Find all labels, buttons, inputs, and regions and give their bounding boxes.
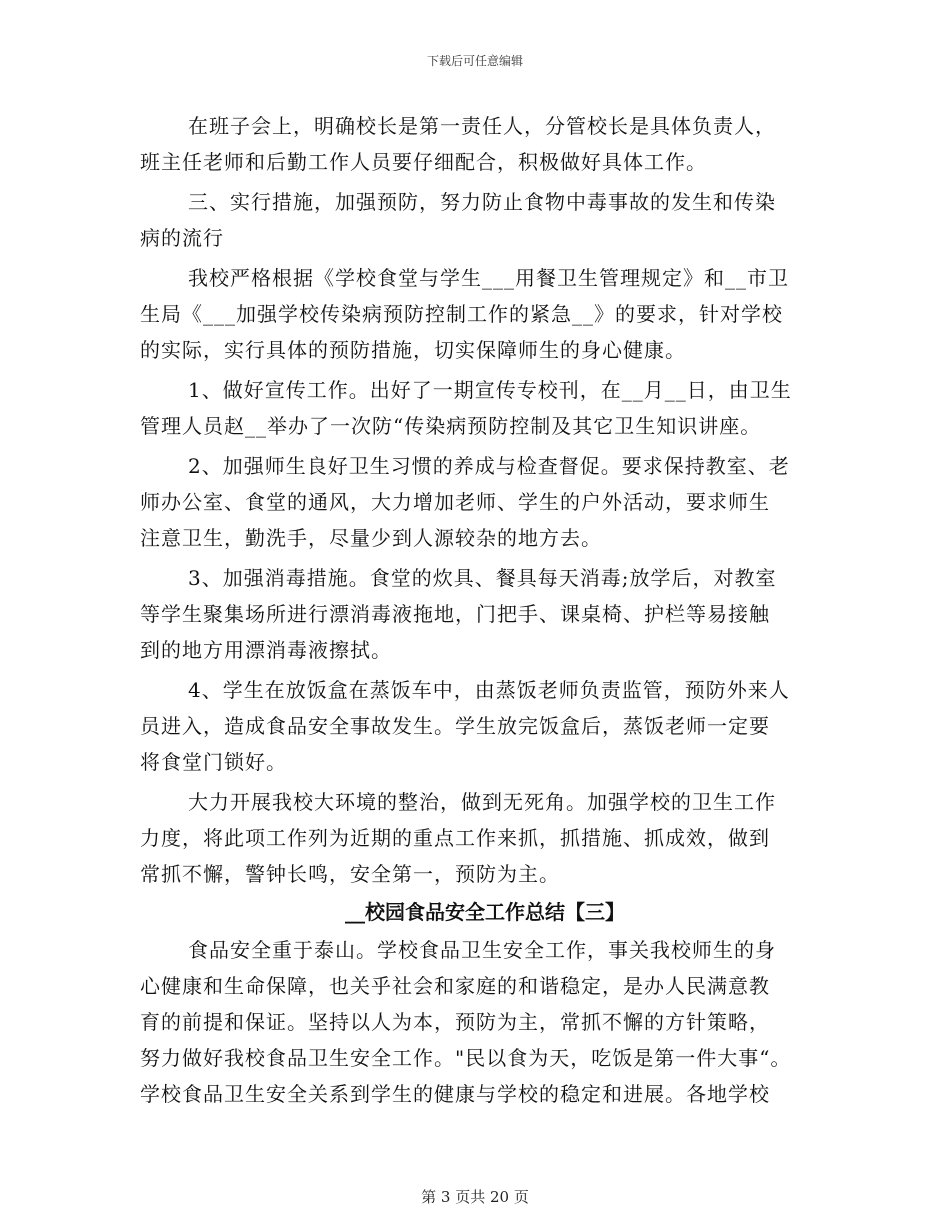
text-line: 食品安全重于泰山。学校食品卫生安全工作，事关我校师生的身	[188, 938, 776, 962]
text-line: 在班子会上，明确校长是第一责任人，分管校长是具体负责人，	[188, 114, 776, 138]
section-heading: __校园食品安全工作总结【三】	[345, 900, 625, 924]
text-line: 4、学生在放饭盒在蒸饭车中，由蒸饭老师负责监管，预防外来人	[188, 678, 790, 702]
text-line: 育的前提和保证。坚持以人为本，预防为主，常抓不懈的方针策略，	[140, 1010, 770, 1034]
text-line: 管理人员赵__举办了一次防“传染病预防控制及其它卫生知识讲座。	[140, 414, 762, 438]
text-line: 力度，将此项工作列为近期的重点工作来抓，抓措施、抓成效，做到	[140, 826, 770, 850]
text-line: 病的流行	[140, 226, 224, 250]
text-line: 三、实行措施，加强预防，努力防止食物中毒事故的发生和传染	[188, 190, 776, 214]
text-line: 的实际，实行具体的预防措施，切实保障师生的身心健康。	[140, 338, 686, 362]
text-line: 生局《___加强学校传染病预防控制工作的紧急__》的要求，针对学校	[140, 302, 783, 326]
document-body	[140, 108, 820, 1112]
text-line: 注意卫生，勤洗手，尽量少到人源较杂的地方去。	[140, 526, 602, 550]
text-line: 2、加强师生良好卫生习惯的养成与检查督促。要求保持教室、老	[188, 454, 790, 478]
text-line: 到的地方用漂消毒液擦拭。	[140, 638, 392, 662]
text-line: 1、做好宣传工作。出好了一期宣传专校刊，在__月__日，由卫生	[188, 378, 792, 402]
page-header: 下载后可任意编辑	[426, 54, 523, 68]
text-line: 学校食品卫生安全关系到学生的健康与学校的稳定和进展。各地学校	[140, 1082, 770, 1106]
text-line: 等学生聚集场所进行漂消毒液拖地，门把手、课桌椅、护栏等易接触	[140, 602, 770, 626]
text-line: 师办公室、食堂的通风，大力增加老师、学生的户外活动，要求师生	[140, 490, 770, 514]
page-footer: 第 3 页共 20 页	[421, 1188, 529, 1206]
text-line: 3、加强消毒措施。食堂的炊具、餐具每天消毒;放学后，对教室	[188, 566, 777, 590]
text-line: 努力做好我校食品卫生安全工作。"民以食为天，吃饭是第一件大事“。	[140, 1046, 792, 1070]
text-line: 将食堂门锁好。	[140, 750, 287, 774]
text-line: 常抓不懈，警钟长鸣，安全第一，预防为主。	[140, 862, 560, 886]
text-line: 大力开展我校大环境的整治，做到无死角。加强学校的卫生工作	[188, 790, 776, 814]
text-line: 心健康和生命保障，也关乎社会和家庭的和谐稳定，是办人民满意教	[140, 974, 770, 998]
text-line: 班主任老师和后勤工作人员要仔细配合，积极做好具体工作。	[140, 150, 707, 174]
text-line: 员进入，造成食品安全事故发生。学生放完饭盒后，蒸饭老师一定要	[140, 714, 770, 738]
text-line: 我校严格根据《学校食堂与学生___用餐卫生管理规定》和__市卫	[188, 266, 789, 290]
